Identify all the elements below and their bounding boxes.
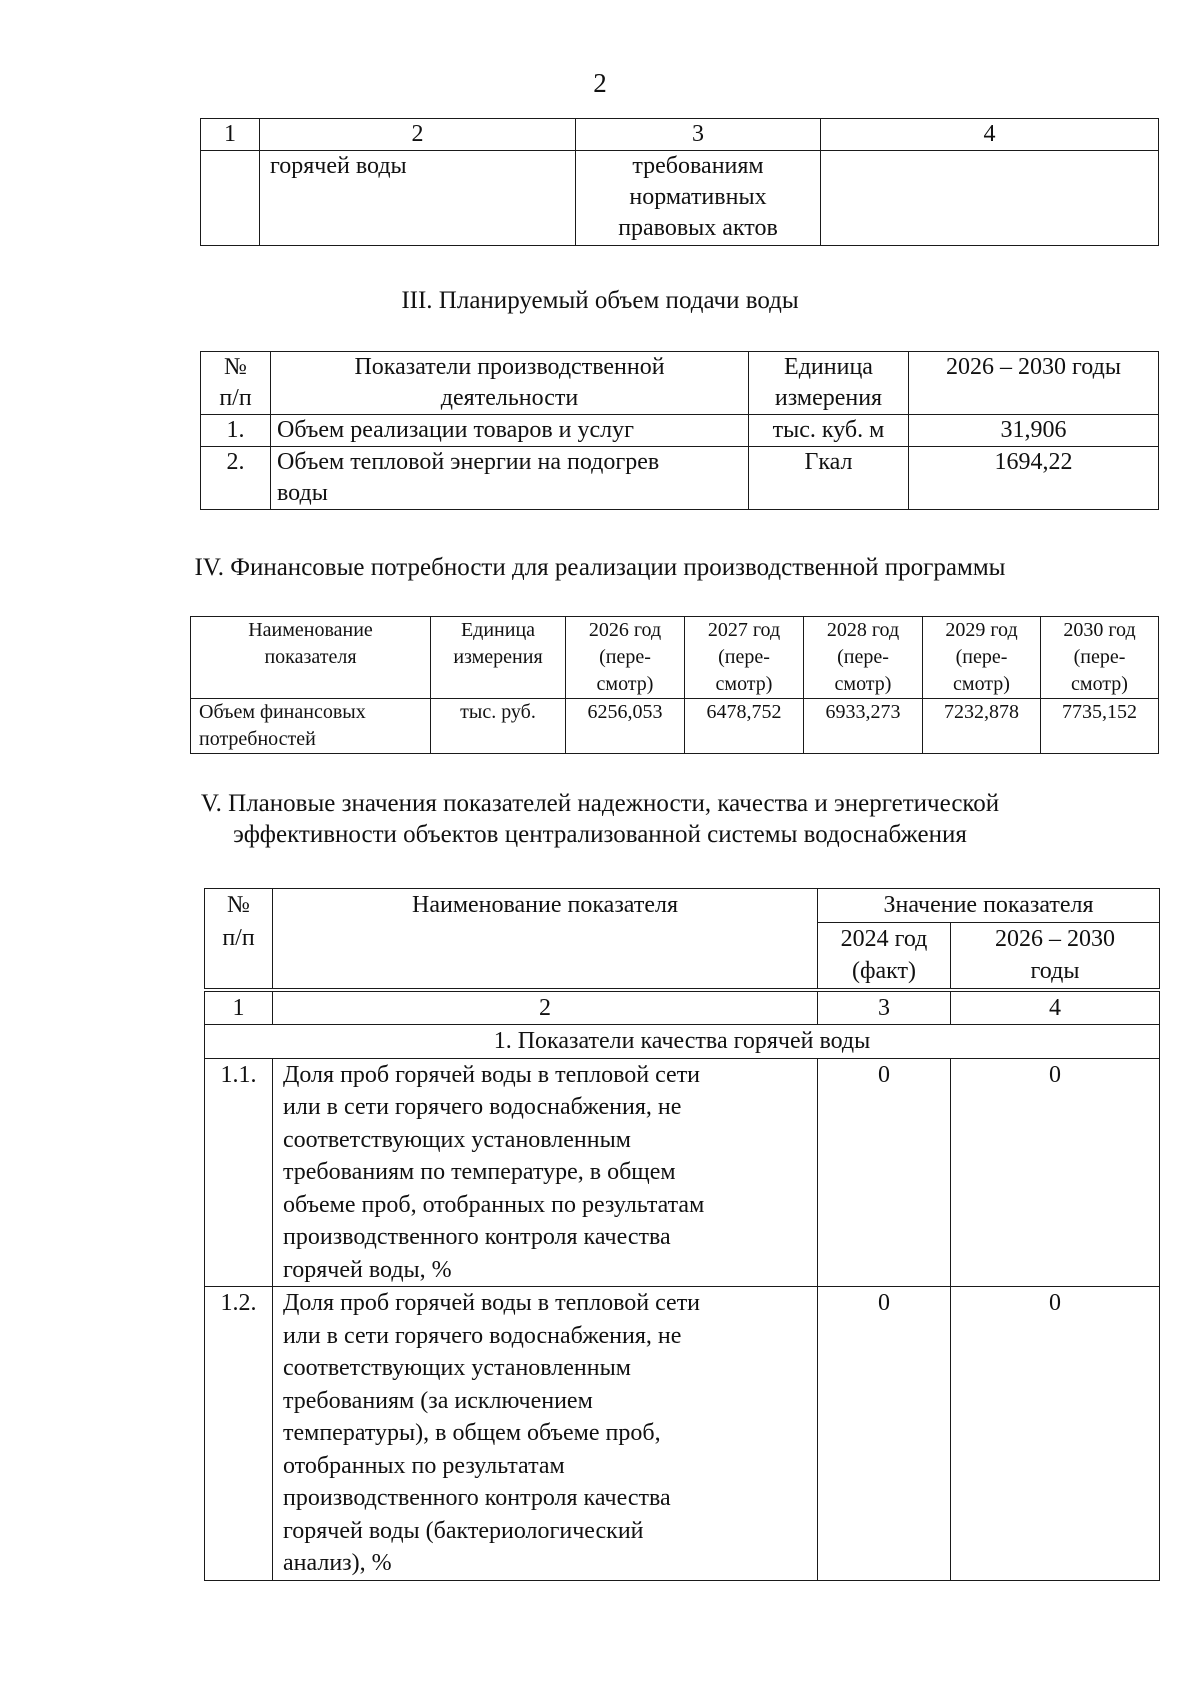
indicators-table [204,888,1160,1581]
header-cell [818,922,951,990]
cell-line: № [224,354,247,380]
cell-line: воды [277,480,328,506]
table-cell [201,151,260,246]
cell-line: горячей воды, % [283,1256,452,1283]
table-cell: 7232,878 [923,699,1041,754]
header-cell: 4 [951,990,1160,1025]
cell-line: потребностей [199,728,316,750]
header-cell: 4 [821,119,1159,151]
table-cell: 1. [201,415,271,447]
page-number: 2 [593,68,607,98]
table-cell: 0 [951,1287,1160,1581]
cell-line: анализ), % [283,1550,392,1576]
section-3-title: III. Планируемый объем подачи воды [401,287,799,314]
cell-line: показателя [264,646,357,668]
table-row [201,151,1159,246]
cell-line: измерения [453,646,543,668]
header-cell [749,352,909,415]
cell-line: соответствующих установленным [283,1126,631,1153]
table-cell [191,699,431,754]
cell-line: смотр) [596,673,654,695]
header-cell: 2026 – 2030 годы [909,352,1159,415]
header-cell [923,617,1041,699]
table-cell: 0 [818,1287,951,1581]
cell-line: или в сети горячего водоснабжения, не [283,1094,682,1120]
cell-line: Доля проб горячей воды в тепловой сети [283,1061,701,1088]
table-row [191,699,1159,754]
cell-line: № [227,892,250,918]
header-cell [201,352,271,415]
cell-line: 2030 год [1063,619,1136,641]
cell-line: 2026 год [588,619,662,641]
table-cell [273,1058,818,1287]
header-cell: 1 [205,990,273,1025]
cell-line: температуры), в общем объеме проб, [283,1420,661,1446]
table-header-row [205,889,1160,923]
section-4-title: IV. Финансовые потребности для реализации производственной программы [194,554,1006,581]
cell-line: требованиям по температуре, в общем [283,1159,676,1185]
cell-line: Показатели производственной [354,354,665,380]
cell-line: (пере- [837,646,889,668]
cell-line: 2029 год [945,619,1018,641]
cell-line: п/п [222,924,255,951]
cell-line: Наименование [248,619,373,641]
header-cell: 3 [576,119,821,151]
cell-line: (пере- [955,646,1008,668]
header-cell: 1 [201,119,260,151]
title-line: эффективности объектов централизованной системы водоснабжения [233,821,967,848]
cell-line: (пере- [1073,646,1126,668]
cell-line: Единица [460,619,536,641]
table-cell: горячей воды [260,151,576,246]
table-cell: 1694,22 [909,447,1159,510]
table-cell [576,151,821,246]
title-line: V. Плановые значения показателей надежности, качества и энергетической [200,790,1000,817]
continued-table [200,118,1159,246]
cell-line: 2028 год [826,619,900,641]
cell-line: деятельности [440,385,579,411]
cell-line: Объем финансовых [199,701,366,723]
cell-line: смотр) [953,673,1010,695]
table-header-row [191,617,1159,699]
table-cell: 31,906 [909,415,1159,447]
header-cell [566,617,685,699]
header-cell [1041,617,1159,699]
table-cell: 1.1. [205,1058,273,1287]
group-row [205,1025,1160,1059]
header-cell [951,922,1160,990]
header-cell: Значение показателя [818,889,1160,923]
column-number-row [205,990,1160,1025]
cell-line: п/п [219,385,252,411]
cell-line: соответствующих установленным [283,1355,631,1381]
cell-line: производственного контроля качества [283,1485,671,1511]
table-row [205,1287,1160,1581]
cell-line: производственного контроля качества [283,1224,671,1250]
cell-line: правовых актов [618,215,778,241]
header-cell [804,617,923,699]
table-cell: 2. [201,447,271,510]
table-cell: тыс. куб. м [749,415,909,447]
cell-line: 2024 год [840,925,928,952]
cell-line: нормативных [629,184,767,210]
table-cell [271,447,749,510]
cell-line: объеме проб, отобранных по результатам [283,1191,705,1218]
water-supply-volume-table [200,351,1159,510]
table-cell [273,1287,818,1581]
table-row [205,1058,1160,1287]
cell-line: смотр) [715,673,773,695]
table-cell: 6256,053 [566,699,685,754]
cell-line: 2027 год [707,619,781,641]
header-cell [191,617,431,699]
cell-line: отобранных по результатам [283,1452,565,1479]
table-cell: 7735,152 [1041,699,1159,754]
cell-line: измерения [774,385,883,411]
cell-line: годы [1030,958,1080,984]
header-cell [431,617,566,699]
cell-line: требованиям [632,153,764,179]
table-cell: Гкал [749,447,909,510]
cell-line: (факт) [851,958,917,984]
table-header-row [201,352,1159,415]
financial-needs-table [190,616,1159,754]
table-cell: 1.2. [205,1287,273,1581]
table-row [201,447,1159,510]
group-title: 1. Показатели качества горячей воды [205,1025,1160,1059]
cell-line: (пере- [718,646,770,668]
table-cell: Объем реализации товаров и услуг [271,415,749,447]
table-cell: 0 [951,1058,1160,1287]
cell-line: горячей воды (бактериологический [283,1517,644,1544]
header-cell: Наименование показателя [273,889,818,990]
cell-line: Объем тепловой энергии на подогрев [277,449,660,475]
header-cell [271,352,749,415]
cell-line: смотр) [834,673,892,695]
header-cell [685,617,804,699]
table-cell: 6478,752 [685,699,804,754]
cell-line: (пере- [599,646,651,668]
table-cell: 0 [818,1058,951,1287]
cell-line: Доля проб горячей воды в тепловой сети [283,1290,701,1316]
table-row [201,415,1159,447]
header-cell [205,889,273,990]
header-cell: 3 [818,990,951,1025]
cell-line: Единица [784,354,873,380]
cell-line: требованиям (за исключением [283,1387,593,1414]
cell-line: смотр) [1071,673,1128,695]
header-cell: 2 [260,119,576,151]
cell-line: 2026 – 2030 [995,925,1115,952]
table-cell: 6933,273 [804,699,923,754]
section-5-title [0,788,1200,850]
cell-line: или в сети горячего водоснабжения, не [283,1322,682,1349]
table-cell [821,151,1159,246]
table-header-row [201,119,1159,151]
table-cell: тыс. руб. [431,699,566,754]
header-cell: 2 [273,990,818,1025]
